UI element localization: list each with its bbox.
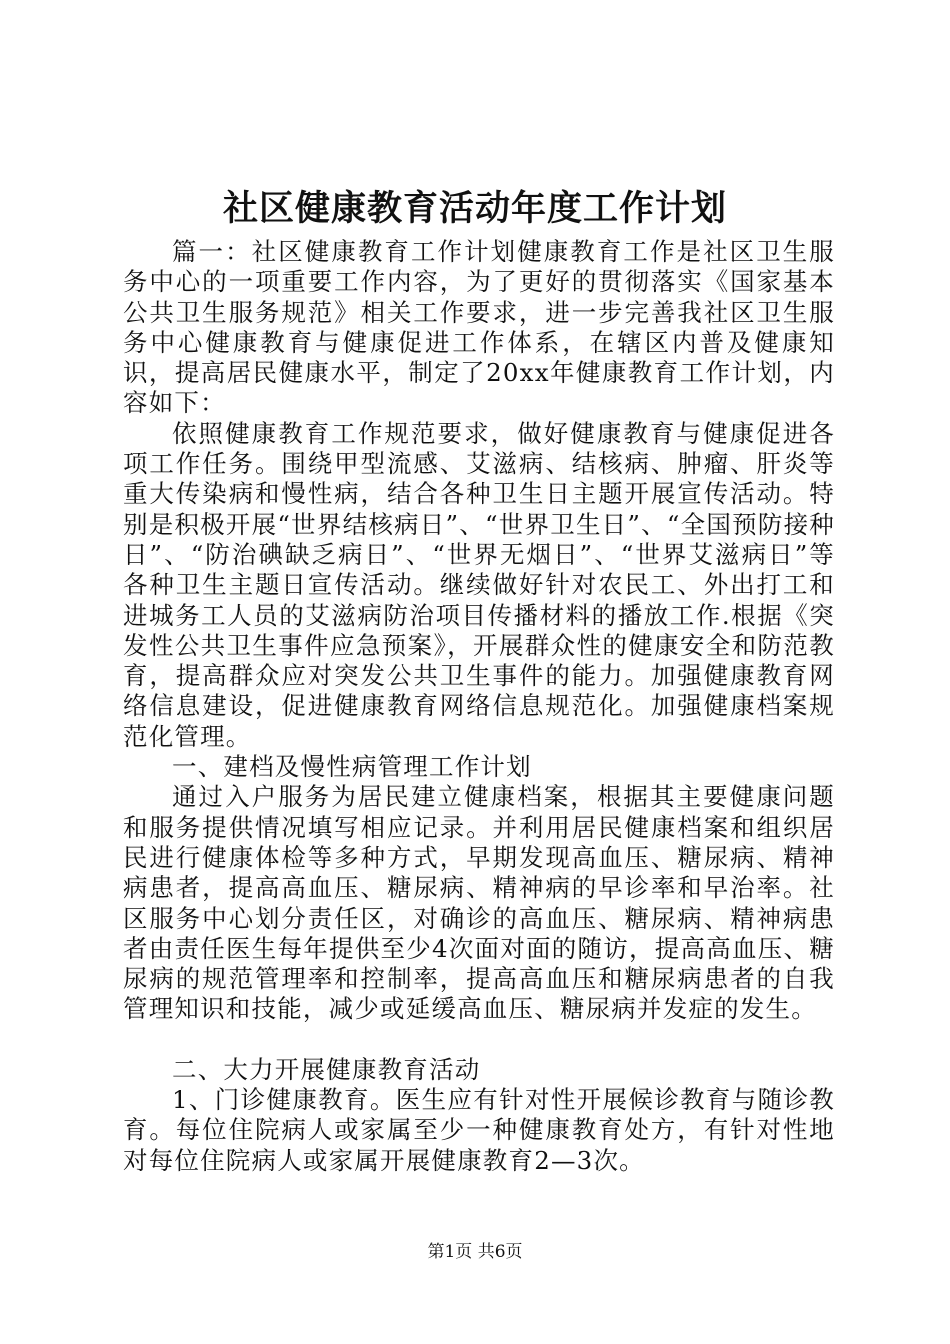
page-footer: 第1页 共6页 bbox=[427, 1242, 523, 1262]
document-title: 社区健康教育活动年度工作计划 bbox=[222, 188, 727, 229]
section-heading-activities: 二、大力开展健康教育活动 bbox=[172, 1054, 481, 1084]
paragraph-spacer bbox=[123, 1025, 835, 1055]
paragraph-intro: 篇一：社区健康教育工作计划健康教育工作是社区卫生服务中心的一项重要工作内容，为了更好的贯彻落实《国家基本公共卫生服务规范》相关工作要求，进一步完善我社区卫生服务中心健康教育与健康促进工作体系，在辖区内普及健康知识，提高居民健康水平，制定了20xx年健康教育工作计划，内容如下： bbox=[123, 237, 835, 418]
section-heading-archives: 一、建档及慢性病管理工作计划 bbox=[172, 752, 532, 782]
document-body bbox=[123, 237, 835, 1176]
paragraph-outpatient-education: 1、门诊健康教育。医生应有针对性开展候诊教育与随诊教育。每位住院病人或家属至少一种健康教育处方，有针对性地对每位住院病人或家属开展健康教育2—3次。 bbox=[123, 1085, 835, 1175]
paragraph-health-education: 依照健康教育工作规范要求，做好健康教育与健康促进各项工作任务。围绕甲型流感、艾滋病、结核病、肿瘤、肝炎等重大传染病和慢性病，结合各种卫生日主题开展宣传活动。特别是积极开展“世界结核病日”、“世界卫生日”、“全国预防接种日”、“防治碘缺乏病日”、“世界无烟日”、“世界艾滋病日”等各种卫生主题日宣传活动。继续做好针对农民工、外出打工和进城务工人员的艾滋病防治项目传播材料的播放工作.根据《突发性公共卫生事件应急预案》，开展群众性的健康安全和防范教育，提高群众应对突发公共卫生事件的能力。加强健康教育网络信息建设，促进健康教育网络信息规范化。加强健康档案规范化管理。 bbox=[123, 418, 835, 751]
paragraph-archives: 通过入户服务为居民建立健康档案，根据其主要健康问题和服务提供情况填写相应记录。并利用居民健康档案和组织居民进行健康体检等多种方式，早期发现高血压、糖尿病、精神病患者，提高高血压、糖尿病、精神病的早诊率和早治率。社区服务中心划分责任区，对确诊的高血压、糖尿病、精神病患者由责任医生每年提供至少4次面对面的随访，提高高血压、糖尿病的规范管理率和控制率，提高高血压和糖尿病患者的自我管理知识和技能，减少或延缓高血压、糖尿病并发症的发生。 bbox=[123, 782, 835, 1024]
